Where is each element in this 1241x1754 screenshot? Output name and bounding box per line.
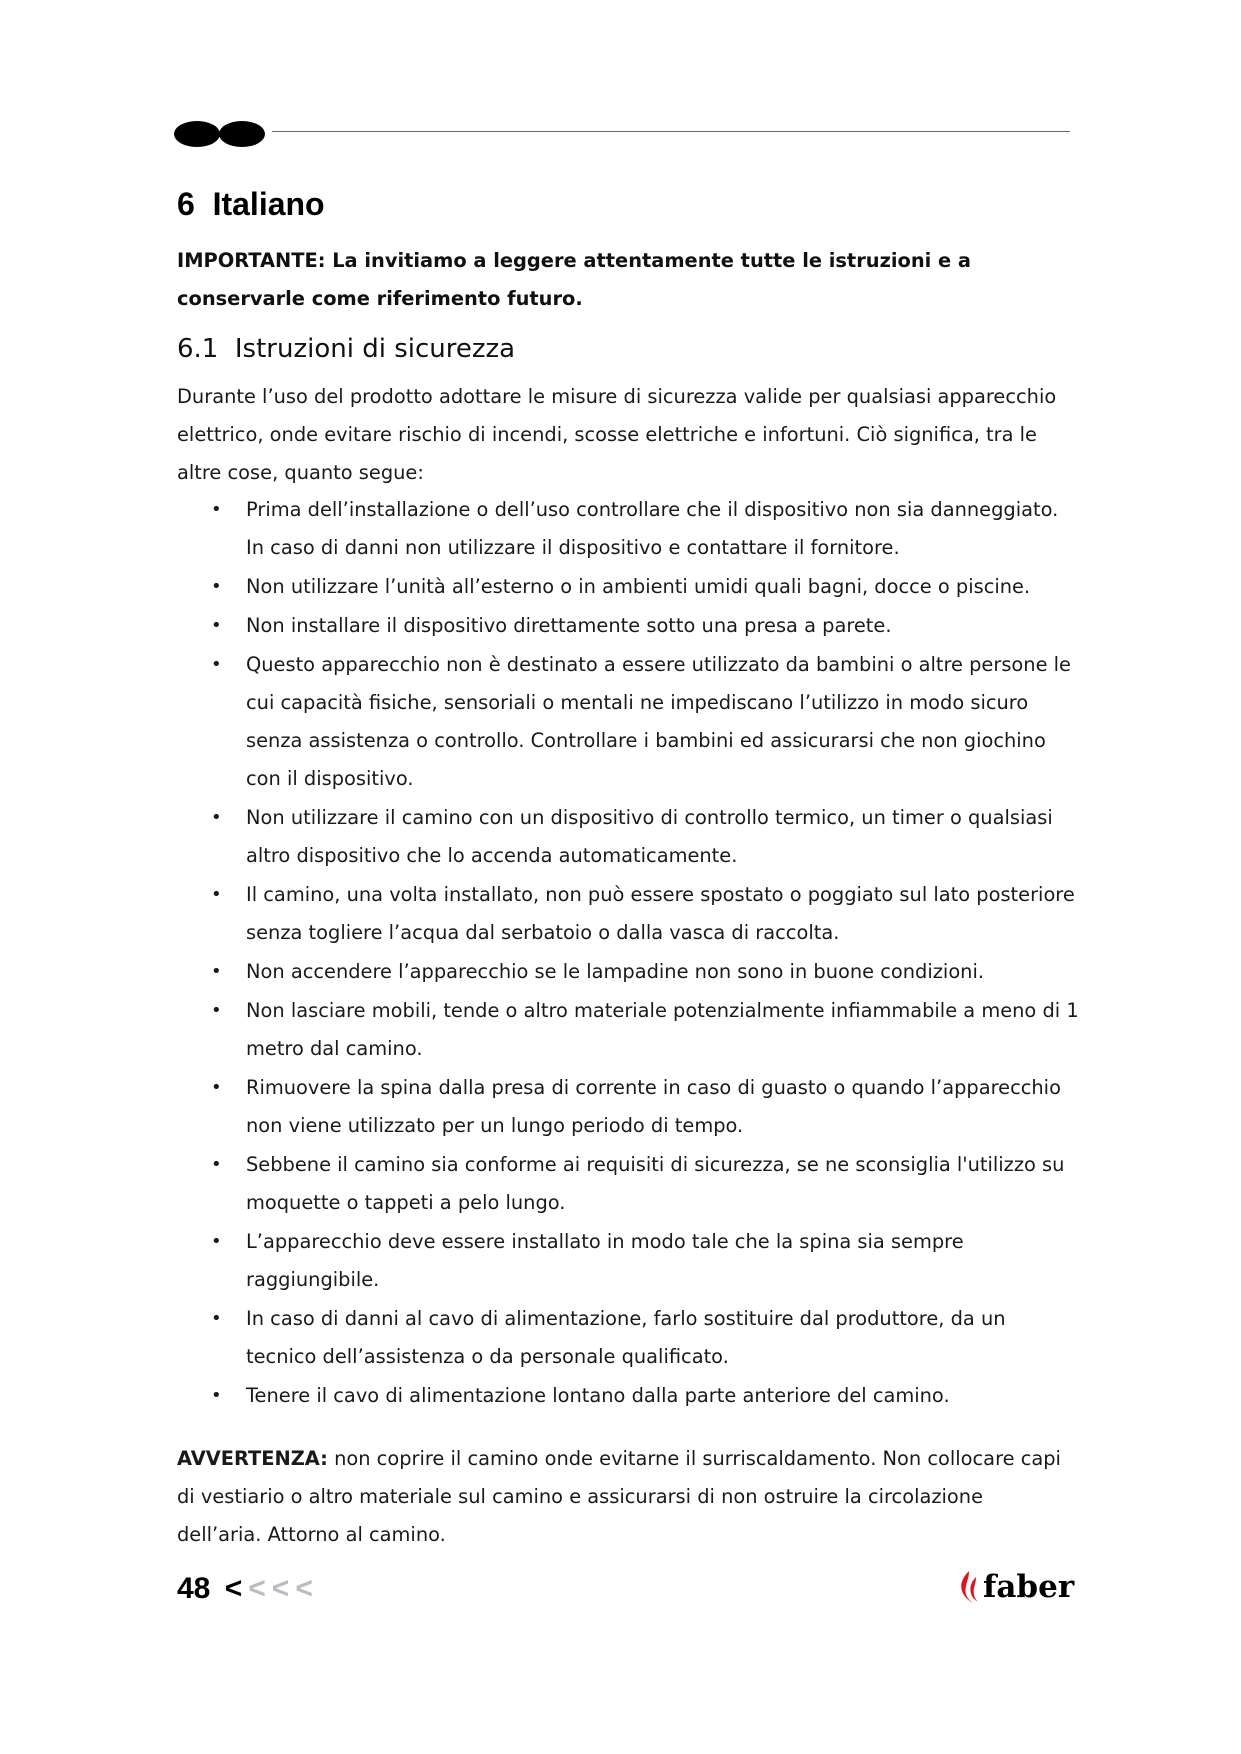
list-item xyxy=(177,992,1082,1068)
bullet-icon: • xyxy=(211,1000,222,1021)
faber-flame-icon xyxy=(955,1569,981,1605)
list-item xyxy=(177,491,1082,567)
list-item-text: Non utilizzare il camino con un dispositivo di controllo termico, un timer o qualsiasi altro dispositivo che lo accenda automaticamente. xyxy=(246,806,1053,867)
bullet-icon: • xyxy=(211,1308,222,1329)
list-item xyxy=(177,1069,1082,1145)
intro-block xyxy=(177,242,1067,318)
warning-label: AVVERTENZA: xyxy=(177,1447,328,1470)
list-item xyxy=(177,876,1082,952)
bullet-icon: • xyxy=(211,807,222,828)
page-arrow: < xyxy=(295,1572,313,1605)
list-item xyxy=(177,1146,1082,1222)
header-rule xyxy=(272,131,1070,132)
list-item-text: Rimuovere la spina dalla presa di corrente in caso di guasto o quando l’apparecchio non viene utilizzato per un lungo periodo di tempo. xyxy=(246,1076,1061,1137)
page-arrow: < xyxy=(271,1572,290,1605)
list-item-text: Questo apparecchio non è destinato a essere utilizzato da bambini o altre persone le cui capacità fisiche, sensoriali o mentali ne impediscano l’utilizzo in modo sicuro senza assistenza o controllo. Controllare i bambini ed assicurarsi che non giochino con il dispositivo. xyxy=(246,653,1071,790)
list-item-text: Non utilizzare l’unità all’esterno o in ambienti umidi quali bagni, docce o piscine. xyxy=(246,575,1031,598)
faber-logo xyxy=(955,1567,1074,1607)
warning-block xyxy=(177,1440,1067,1554)
list-item-text: Non accendere l’apparecchio se le lampadine non sono in buone condizioni. xyxy=(246,960,985,983)
intro-paragraph xyxy=(177,242,1067,318)
section-title xyxy=(177,186,325,223)
bullet-icon: • xyxy=(211,1385,222,1406)
bullet-icon: • xyxy=(211,1231,222,1252)
list-item-text: L’apparecchio deve essere installato in modo tale che la spina sia sempre raggiungibile. xyxy=(246,1230,964,1291)
page-arrow: < xyxy=(224,1572,243,1605)
list-item xyxy=(177,568,1082,606)
page-arrow: < xyxy=(248,1572,266,1605)
bullet-icon: • xyxy=(211,615,222,636)
section-number: 6 xyxy=(177,186,195,222)
double-oval-dots-icon xyxy=(174,120,266,148)
bullet-icon: • xyxy=(211,884,222,905)
bullet-icon: • xyxy=(211,654,222,675)
list-item-text: Tenere il cavo di alimentazione lontano dalla parte anteriore del camino. xyxy=(246,1384,950,1407)
list-item-text: Prima dell’installazione o dell’uso controllare che il dispositivo non sia danneggiato. In caso di danni non utilizzare il dispositivo e contattare il fornitore. xyxy=(246,498,1059,559)
durante-block xyxy=(177,378,1067,492)
brand-name: faber xyxy=(983,1569,1075,1605)
bullet-icon: • xyxy=(211,1154,222,1175)
list-item-text: In caso di danni al cavo di alimentazione, farlo sostituire dal produttore, da un tecnico dell’assistenza o da personale qualificato. xyxy=(246,1307,1006,1368)
list-item xyxy=(177,646,1082,798)
bullet-icon: • xyxy=(211,576,222,597)
list-item xyxy=(177,1300,1082,1376)
bullet-icon: • xyxy=(211,961,222,982)
intro-label: IMPORTANTE: xyxy=(177,249,326,272)
subsection-title-text: Istruzioni di sicurezza xyxy=(234,334,516,364)
list-item xyxy=(177,953,1082,991)
subsection-number: 6.1 xyxy=(177,334,219,364)
list-item xyxy=(177,607,1082,645)
bullet-icon: • xyxy=(211,499,222,520)
list-item-text: Non installare il dispositivo direttamente sotto una presa a parete. xyxy=(246,614,892,637)
durante-paragraph: Durante l’uso del prodotto adottare le misure di sicurezza valide per qualsiasi apparecchio elettrico, onde evitare rischio di incendi, scosse elettriche e infortuni. Ciò significa, tra le altre cose, quanto segue: xyxy=(177,385,1057,484)
safety-list xyxy=(177,491,1082,1415)
page-number: 48 xyxy=(177,1572,211,1605)
page-footer-number xyxy=(177,1572,313,1606)
intro-text: La invitiamo a leggere attentamente tutte le istruzioni e a conservarle come riferimento futuro. xyxy=(177,249,972,310)
list-item xyxy=(177,1377,1082,1415)
section-title-text: Italiano xyxy=(212,186,325,222)
list-item xyxy=(177,1223,1082,1299)
bullet-icon: • xyxy=(211,1077,222,1098)
list-item-text: Sebbene il camino sia conforme ai requisiti di sicurezza, se ne sconsiglia l'utilizzo su moquette o tappeti a pelo lungo. xyxy=(246,1153,1065,1214)
list-item xyxy=(177,799,1082,875)
warning-text: non coprire il camino onde evitarne il surriscaldamento. Non collocare capi di vestiario o altro materiale sul camino e assicurarsi di non ostruire la circolazione dell’aria. Attorno al camino. xyxy=(177,1447,1061,1546)
list-item-text: Il camino, una volta installato, non può essere spostato o poggiato sul lato posteriore senza togliere l’acqua dal serbatoio o dalla vasca di raccolta. xyxy=(246,883,1075,944)
list-item-text: Non lasciare mobili, tende o altro materiale potenzialmente infiammabile a meno di 1 metro dal camino. xyxy=(246,999,1079,1060)
warning-paragraph xyxy=(177,1440,1067,1554)
subsection-title xyxy=(177,334,515,364)
